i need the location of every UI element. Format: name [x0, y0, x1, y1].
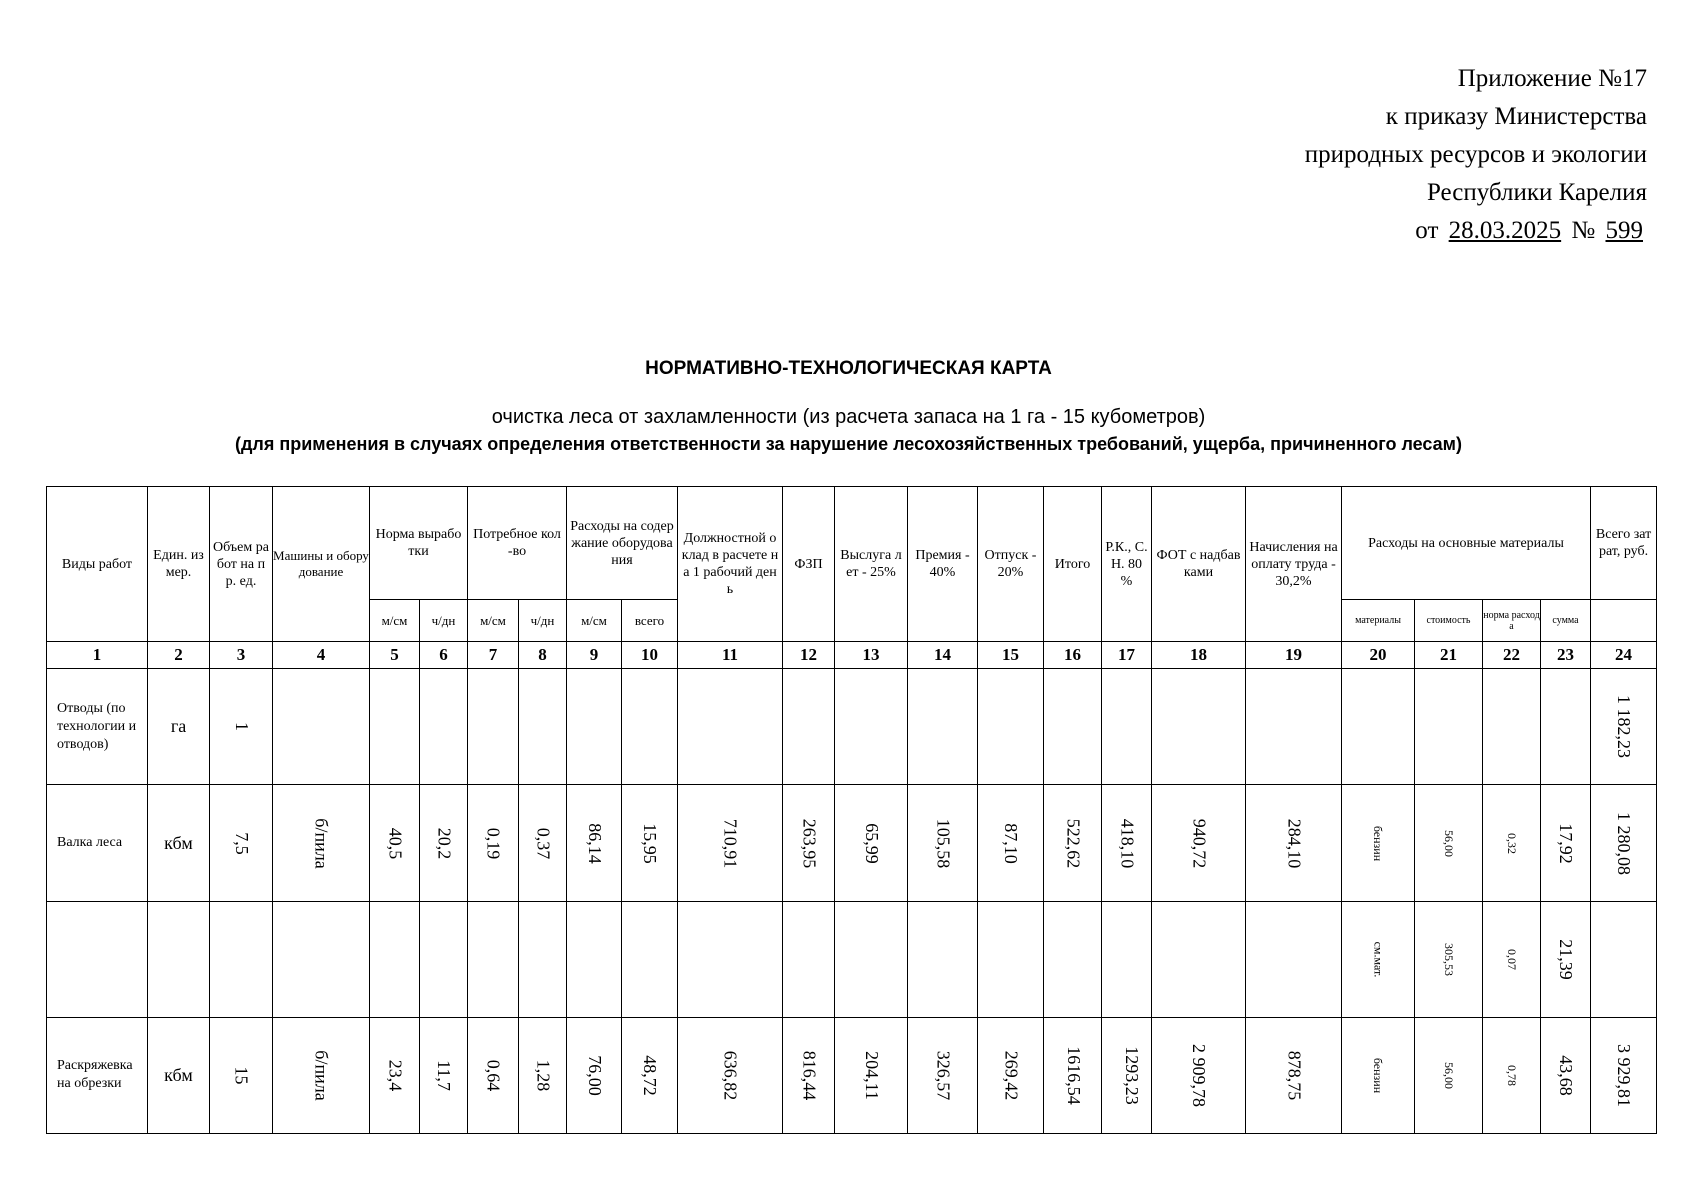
- column-number: 23: [1541, 642, 1591, 669]
- table-cell: [978, 669, 1044, 785]
- table-row: [47, 669, 1657, 785]
- subheader-cell: стоимость: [1415, 600, 1483, 642]
- table-cell: 20,2: [420, 785, 468, 901]
- table-cell: [1246, 901, 1342, 1017]
- table-cell: 105,58: [908, 785, 978, 901]
- order-date: 28.03.2025: [1448, 217, 1562, 244]
- table-cell: [468, 669, 519, 785]
- table-cell: 1616,54: [1044, 1017, 1102, 1133]
- appendix-block: [1305, 60, 1647, 250]
- table-cell: 305,53: [1415, 901, 1483, 1017]
- table-cell: [1152, 901, 1246, 1017]
- table-cell: 710,91: [678, 785, 783, 901]
- table-cell: [47, 901, 148, 1017]
- table-cell: 1293,23: [1102, 1017, 1152, 1133]
- table-row: [47, 901, 1657, 1017]
- table-cell: 15: [210, 1017, 273, 1133]
- table-cell: [1541, 669, 1591, 785]
- table-cell: [519, 669, 567, 785]
- column-number: 4: [273, 642, 370, 669]
- table-cell: 56,00: [1415, 1017, 1483, 1133]
- table-cell: [1044, 669, 1102, 785]
- table-row: [47, 1017, 1657, 1133]
- table-cell: 2 909,78: [1152, 1017, 1246, 1133]
- table-cell: 522,62: [1044, 785, 1102, 901]
- table-cell: [1342, 669, 1415, 785]
- table-cell: 86,14: [567, 785, 622, 901]
- table-cell: 21,39: [1541, 901, 1591, 1017]
- table-cell: 0,37: [519, 785, 567, 901]
- table-cell: 56,00: [1415, 785, 1483, 901]
- header-cell: Всего затрат, руб.: [1591, 487, 1657, 600]
- table-cell: [420, 901, 468, 1017]
- total-cell: 1 182,23: [1591, 669, 1657, 785]
- subheader-cell: [1591, 600, 1657, 642]
- subheader-cell: ч/дн: [519, 600, 567, 642]
- column-number-row: [47, 642, 1657, 669]
- table-cell: 284,10: [1246, 785, 1342, 901]
- table-cell: [210, 901, 273, 1017]
- table-cell: 418,10: [1102, 785, 1152, 901]
- table-cell: [567, 901, 622, 1017]
- table-cell: [1415, 669, 1483, 785]
- column-number: 8: [519, 642, 567, 669]
- table-cell: 204,11: [835, 1017, 908, 1133]
- column-number: 22: [1483, 642, 1541, 669]
- table-cell: [678, 669, 783, 785]
- document-subtitle: очистка леса от захламленности (из расчета запаса на 1 га - 15 кубометров): [491, 406, 1206, 428]
- subheader-cell: всего: [622, 600, 678, 642]
- header-cell: ФОТ с надбавками: [1152, 487, 1246, 642]
- column-number: 12: [783, 642, 835, 669]
- subheader-cell: норма расхода: [1483, 600, 1541, 642]
- table-cell: 816,44: [783, 1017, 835, 1133]
- table-cell: 1,28: [519, 1017, 567, 1133]
- column-number: 7: [468, 642, 519, 669]
- header-cell: Машины и оборудование: [273, 487, 370, 642]
- table-cell: [1152, 669, 1246, 785]
- subheader-cell: м/см: [370, 600, 420, 642]
- column-number: 24: [1591, 642, 1657, 669]
- table-cell: 23,4: [370, 1017, 420, 1133]
- document-subtitle-note: (для применения в случаях определения ответственности за нарушение лесохозяйственных требований, ущерба, причиненного лесам): [235, 434, 1462, 454]
- table-cell: [978, 901, 1044, 1017]
- unit-cell: кбм: [148, 785, 210, 901]
- table-cell: [468, 901, 519, 1017]
- header-cell: Расходы на основные материалы: [1342, 487, 1591, 600]
- table-cell: 40,5: [370, 785, 420, 901]
- table-cell: 0,19: [468, 785, 519, 901]
- table-cell: [835, 669, 908, 785]
- appendix-line: Приложение №17: [1457, 65, 1647, 92]
- unit-cell: га: [148, 669, 210, 785]
- table-cell: 636,82: [678, 1017, 783, 1133]
- table-cell: [908, 669, 978, 785]
- subheader-cell: сумма: [1541, 600, 1591, 642]
- work-type-cell: Валка леса: [47, 785, 148, 901]
- number-sign: №: [1571, 217, 1596, 244]
- table-cell: [1591, 901, 1657, 1017]
- table-cell: [519, 901, 567, 1017]
- date-prefix: от: [1415, 217, 1439, 244]
- table-cell: бензин: [1342, 1017, 1415, 1133]
- table-cell: [1102, 901, 1152, 1017]
- table-cell: 0,64: [468, 1017, 519, 1133]
- column-number: 16: [1044, 642, 1102, 669]
- table-cell: [1246, 669, 1342, 785]
- total-cell: 3 929,81: [1591, 1017, 1657, 1133]
- table-cell: 326,57: [908, 1017, 978, 1133]
- table-cell: 940,72: [1152, 785, 1246, 901]
- subheader-cell: м/см: [567, 600, 622, 642]
- column-number: 19: [1246, 642, 1342, 669]
- table-cell: 15,95: [622, 785, 678, 901]
- header-cell: Норма выработки: [370, 487, 468, 600]
- table-cell: 65,99: [835, 785, 908, 901]
- column-number: 3: [210, 642, 273, 669]
- table-cell: см.мат.: [1342, 901, 1415, 1017]
- column-number: 5: [370, 642, 420, 669]
- header-cell: Итого: [1044, 487, 1102, 642]
- table-cell: [370, 901, 420, 1017]
- subheader-cell: ч/дн: [420, 600, 468, 642]
- table-cell: [1102, 669, 1152, 785]
- table-cell: 17,92: [1541, 785, 1591, 901]
- column-number: 2: [148, 642, 210, 669]
- technology-card-table: [46, 486, 1657, 1134]
- table-cell: [273, 669, 370, 785]
- header-cell: ФЗП: [783, 487, 835, 642]
- table-cell: [783, 901, 835, 1017]
- header-cell: Отпуск - 20%: [978, 487, 1044, 642]
- table-cell: [678, 901, 783, 1017]
- table-cell: [420, 669, 468, 785]
- table-cell: [370, 669, 420, 785]
- appendix-line: природных ресурсов и экологии: [1304, 141, 1647, 168]
- header-cell: Р.К., С.Н. 80 %: [1102, 487, 1152, 642]
- column-number: 18: [1152, 642, 1246, 669]
- work-type-cell: Раскряжевка на обрезки: [47, 1017, 148, 1133]
- column-number: 15: [978, 642, 1044, 669]
- table-cell: [1483, 669, 1541, 785]
- table-cell: 48,72: [622, 1017, 678, 1133]
- table-row: [47, 785, 1657, 901]
- column-number: 11: [678, 642, 783, 669]
- column-number: 13: [835, 642, 908, 669]
- table-cell: [908, 901, 978, 1017]
- document-title: НОРМАТИВНО-ТЕХНОЛОГИЧЕСКАЯ КАРТА: [645, 358, 1052, 379]
- subheader-cell: м/см: [468, 600, 519, 642]
- header-cell: Должностной оклад в расчете на 1 рабочий день: [678, 487, 783, 642]
- header-cell: Един. измер.: [148, 487, 210, 642]
- table-cell: [835, 901, 908, 1017]
- column-number: 1: [47, 642, 148, 669]
- table-cell: б/пила: [273, 1017, 370, 1133]
- table-cell: [148, 901, 210, 1017]
- work-type-cell: Отводы (по технологии и отводов): [47, 669, 148, 785]
- table-cell: [1044, 901, 1102, 1017]
- table-cell: 0,07: [1483, 901, 1541, 1017]
- column-number: 9: [567, 642, 622, 669]
- header-cell: Объем работ на пр. ед.: [210, 487, 273, 642]
- table-cell: [783, 669, 835, 785]
- header-cell: Виды работ: [47, 487, 148, 642]
- table-cell: 87,10: [978, 785, 1044, 901]
- appendix-line: Республики Карелия: [1426, 179, 1647, 206]
- table-cell: 43,68: [1541, 1017, 1591, 1133]
- column-number: 14: [908, 642, 978, 669]
- table-cell: 76,00: [567, 1017, 622, 1133]
- table-cell: [273, 901, 370, 1017]
- table-cell: 0,32: [1483, 785, 1541, 901]
- header-cell: Потребное кол-во: [468, 487, 567, 600]
- appendix-line: к приказу Министерства: [1385, 103, 1647, 130]
- order-date-line: [1305, 212, 1647, 250]
- table-cell: 0,78: [1483, 1017, 1541, 1133]
- header-cell: Премия - 40%: [908, 487, 978, 642]
- table-cell: [567, 669, 622, 785]
- column-number: 10: [622, 642, 678, 669]
- table-cell: [622, 669, 678, 785]
- total-cell: 1 280,08: [1591, 785, 1657, 901]
- table-cell: б/пила: [273, 785, 370, 901]
- table-cell: бензин: [1342, 785, 1415, 901]
- table-cell: [622, 901, 678, 1017]
- header-cell: Расходы на содержание оборудования: [567, 487, 678, 600]
- table-cell: 11,7: [420, 1017, 468, 1133]
- header-cell: Выслуга лет - 25%: [835, 487, 908, 642]
- header-cell: Начисления на оплату труда - 30,2%: [1246, 487, 1342, 642]
- column-number: 20: [1342, 642, 1415, 669]
- column-number: 21: [1415, 642, 1483, 669]
- table-cell: 878,75: [1246, 1017, 1342, 1133]
- order-number: 599: [1605, 217, 1643, 244]
- subheader-cell: материалы: [1342, 600, 1415, 642]
- table-cell: 269,42: [978, 1017, 1044, 1133]
- table-cell: 263,95: [783, 785, 835, 901]
- column-number: 6: [420, 642, 468, 669]
- volume-cell: 1: [210, 669, 273, 785]
- unit-cell: кбм: [148, 1017, 210, 1133]
- column-number: 17: [1102, 642, 1152, 669]
- table-cell: 7,5: [210, 785, 273, 901]
